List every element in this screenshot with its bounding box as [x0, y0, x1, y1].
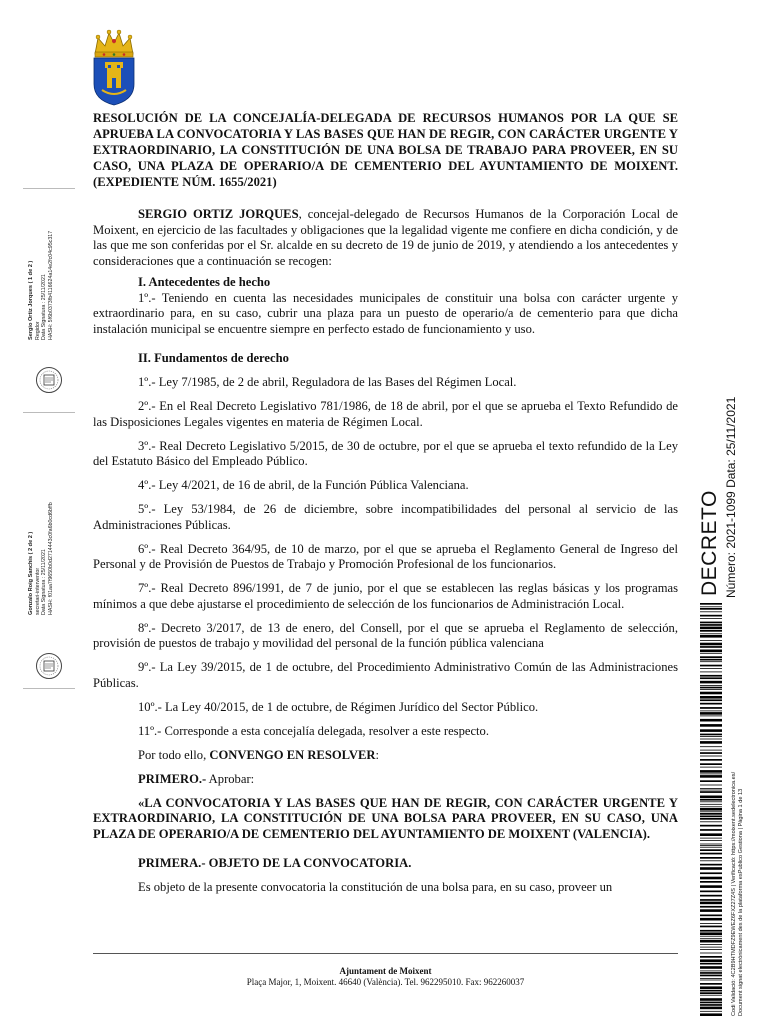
- barcode-bar: [700, 611, 722, 612]
- barcode-bar: [700, 659, 722, 661]
- barcode-bar: [700, 790, 722, 791]
- barcode-bar: [700, 829, 722, 831]
- barcode-bar: [700, 877, 722, 880]
- primero-label: PRIMERO.-: [138, 771, 207, 786]
- barcode-bar: [700, 949, 722, 950]
- barcode-bar: [700, 763, 722, 765]
- barcode-bar: [700, 681, 722, 684]
- barcode-bar: [700, 940, 722, 943]
- barcode-bar: [700, 665, 722, 667]
- barcode-bar: [700, 872, 722, 874]
- fundamento-item: 2º.- En el Real Decreto Legislativo 781/1986, de 18 de abril, por el que se aprueba el Texto Refundido de las Disposiciones Legales vigentes en materia de Régimen Local.: [93, 399, 678, 429]
- fundamento-item: 11º.- Corresponde a esta concejalía delegada, resolver a este respecto.: [138, 723, 490, 738]
- barcode-bar: [700, 944, 722, 945]
- barcode-bar: [700, 716, 722, 717]
- barcode-bar: [700, 627, 722, 630]
- barcode-bar: [700, 804, 722, 805]
- fundamento-item: 9º.- La Ley 39/2015, de 1 de octubre, del Procedimiento Administrativo Común de las Administraciones Públicas.: [93, 660, 678, 690]
- barcode-bar: [700, 672, 722, 673]
- barcode-bar: [700, 646, 722, 648]
- signature-seal-icon: [35, 366, 63, 394]
- barcode-bar: [700, 739, 722, 740]
- barcode-bar: [700, 799, 722, 801]
- barcode-bar: [700, 622, 722, 624]
- resolution-title: RESOLUCIÓN DE LA CONCEJALÍA-DELEGADA DE RECURSOS HUMANOS POR LA QUE SE APRUEBA LA CONVOCATORIA Y LAS BASES QUE HAN DE REGIR, CON CARÁCTER URGENTE Y EXTRAORDINARIO, LA CONSTITUCIÓN DE UNA BOLSA DE TRABAJO PARA PROVEER, EN SU CASO, UNA PLAZA DE OPERARIO/A DE CEMENTERIO DEL AYUNTAMIENTO DE MOIXENT. (EXPEDIENTE NÚM. 1655/2021): [93, 111, 678, 189]
- barcode-bar: [700, 675, 722, 677]
- barcode-bar: [700, 741, 722, 744]
- signer-2-date: Data Signatura : 25/11/2021: [41, 549, 47, 615]
- barcode-bar: [700, 966, 722, 969]
- barcode-bar: [700, 998, 722, 1001]
- fundamento-item: 7º.- Real Decreto 896/1991, de 7 de junio, por el que se establecen las reglas básicas y los programas mínimos a que debe ajustarse el procedimiento de selección de los funcionarios de Administración Local.: [93, 581, 678, 611]
- barcode-bar: [700, 995, 722, 996]
- barcode-bar: [700, 633, 722, 634]
- fundamento-item: 5º.- Ley 53/1984, de 26 de diciembre, sobre incompatibilidades del personal al servicio de las Administraciones Públicas.: [93, 502, 678, 532]
- barcode-bar: [700, 640, 722, 641]
- barcode-bar: [700, 770, 722, 773]
- footer-address: Plaça Major, 1, Moixent. 46640 (València). Tel. 962295010. Fax: 962260037: [246, 977, 525, 987]
- signature-seal-icon: [35, 652, 63, 680]
- barcode-bar: [700, 677, 722, 679]
- barcode-bar: [700, 959, 722, 962]
- antecedentes-heading: I. Antecedentes de hecho: [138, 275, 271, 289]
- fundamento-item: 6º.- Real Decreto 364/95, de 10 de marzo, por el que se aprueba el Reglamento General de Ingreso del Personal y de Provisión de Puestos de Trabajo y Promoción Profesional de los funcionarios.: [93, 541, 678, 571]
- signer-2-name: Gonzalo Roig Sanchis ( 2 de 2 ): [28, 531, 34, 615]
- barcode-bar: [700, 656, 722, 658]
- barcode-bar: [700, 953, 722, 954]
- barcode-bar: [700, 885, 722, 888]
- barcode-bar: [700, 986, 722, 989]
- signer-name: SERGIO ORTIZ JORQUES: [138, 207, 299, 221]
- barcode-bar: [700, 816, 722, 818]
- signer-2-hash: HASH: f01aa7f9650b0d2714443c0fa6b0cd6bffb: [47, 502, 54, 615]
- barcode-bar: [700, 668, 722, 669]
- barcode-bar: [700, 767, 722, 768]
- signature-divider: [23, 188, 75, 189]
- barcode-bar: [700, 661, 722, 662]
- barcode-bar: [700, 811, 722, 812]
- signer-1-name: Sergio Ortiz Jorques ( 1 de 2 ): [28, 260, 34, 340]
- barcode-bar: [700, 736, 722, 737]
- barcode-bar: [700, 918, 722, 921]
- resolve-prefix: Por todo ello,: [138, 747, 210, 762]
- barcode-bar: [700, 606, 722, 607]
- document-body: [93, 207, 678, 896]
- barcode-bar: [700, 938, 722, 939]
- barcode-bar: [700, 963, 722, 965]
- barcode-bar: [700, 752, 722, 754]
- barcode-bar: [700, 806, 722, 807]
- barcode-bar: [700, 685, 722, 686]
- barcode-bar: [700, 980, 722, 981]
- barcode-bar: [700, 703, 722, 705]
- signature-block-2: [28, 502, 54, 615]
- barcode-bar: [700, 895, 722, 897]
- primero-text: Aprobar:: [206, 771, 255, 786]
- resolve-line: [93, 748, 678, 764]
- barcode-bar: [700, 699, 722, 701]
- barcode-bar: [700, 923, 722, 924]
- barcode-bar: [700, 975, 722, 977]
- barcode-bar: [700, 687, 722, 689]
- fundamento-item: 10º.- La Ley 40/2015, de 1 de octubre, de Régimen Jurídico del Sector Público.: [138, 699, 539, 714]
- barcode-bar: [700, 849, 722, 851]
- barcode-bar: [700, 926, 722, 928]
- footer-organization: Ajuntament de Moixent: [339, 966, 432, 976]
- primera-heading: PRIMERA.- OBJETO DE LA CONVOCATORIA.: [138, 856, 412, 870]
- barcode-bar: [700, 785, 722, 786]
- signer-1-date: Data Signatura : 25/11/2021: [41, 274, 47, 340]
- barcode-bar: [700, 947, 722, 948]
- barcode-bar: [700, 624, 722, 626]
- barcode-bar: [700, 774, 722, 775]
- barcode-bar: [700, 825, 722, 827]
- signature-divider: [23, 688, 75, 689]
- fundamento-item: 8º.- Decreto 3/2017, de 13 de enero, del Consell, por el que se aprueba el Reglamento de selección, provisión de puestos de trabajo y movilidad del personal de la función pública valenciana: [93, 620, 678, 650]
- barcode-bar: [700, 750, 722, 751]
- barcode-bar: [700, 734, 722, 736]
- signer-1-hash: HASH: 5f6b0373fb4116624a14e2fc04c95c317: [47, 230, 54, 340]
- barcode-bar: [700, 971, 722, 972]
- signer-1-role: Regidor: [34, 321, 41, 340]
- signature-block-1: [28, 231, 54, 340]
- barcode-bar: [700, 978, 722, 979]
- barcode-bar: [700, 630, 722, 632]
- barcode-bar: [700, 840, 722, 841]
- fundamento-item: 3º.- Real Decreto Legislativo 5/2015, de 30 de octubre, por el que se aprueba el texto refundido de la Ley del Estatuto Básico del Empleado Público.: [93, 438, 678, 468]
- barcode-bar: [700, 608, 722, 610]
- barcode-bar: [700, 915, 722, 917]
- barcode-bar: [700, 650, 722, 653]
- barcode-bar: [700, 653, 722, 654]
- barcode-bar: [700, 813, 722, 815]
- barcode-bar: [700, 956, 722, 958]
- intro-text: , concejal-delegado de Recursos Humanos de la Corporación Local de Moixent, en ejercicio de las facultades y obligaciones que la legalidad vigente me confiere en dicha condición, y de las que me son conferidas por el Sr. alcalde en su decreto de 19 de junio de 2019, y atendiendo a los antecedentes y consideraciones que a continuación se recogen:: [93, 207, 678, 268]
- convocatoria-quote: «LA CONVOCATORIA Y LAS BASES QUE HAN DE REGIR, CON CARÁCTER URGENTE Y EXTRAORDINARIO, LA CONSTITUCIÓN DE UNA BOLSA PARA PROVEER, EN SU CASO, UNA PLAZA DE OPERARIO/A DE CEMENTERIO DEL AYUNTAMIENTO DE MOIXENT (VALENCIA).: [93, 795, 678, 841]
- barcode-bar: [700, 801, 722, 802]
- signature-divider: [23, 412, 75, 413]
- resolve-suffix: :: [375, 747, 379, 762]
- barcode-bar: [700, 838, 722, 839]
- fundamento-item: 4º.- Ley 4/2021, de 16 de abril, de la Función Pública Valenciana.: [138, 478, 469, 492]
- barcode-bar: [700, 711, 722, 712]
- barcode-bar: [700, 808, 722, 811]
- barcode-bar: [700, 712, 722, 715]
- barcode-bar: [700, 936, 722, 937]
- intro-paragraph: [93, 207, 678, 269]
- barcode-bar: [700, 833, 722, 836]
- barcode-bar: [700, 759, 722, 761]
- page-footer: [93, 966, 678, 988]
- barcode-bar: [700, 860, 722, 861]
- barcode-bar: [700, 719, 722, 722]
- barcode-bar: [700, 796, 722, 799]
- barcode-bar: [700, 729, 722, 732]
- barcode-bar: [700, 775, 722, 778]
- barcode-bar: [700, 881, 722, 883]
- barcode-bar: [700, 983, 722, 985]
- barcode-bar: [700, 603, 722, 605]
- barcode-bar: [700, 899, 722, 901]
- barcode-bar: [700, 1011, 722, 1012]
- barcode-bar: [700, 788, 722, 789]
- verification-code: Codi Validació: 4C2B9HTMDFZ9EWEZ6FXZ27Z4S | Verificació: https://moixent.sedelectronica.es/: [731, 771, 737, 1016]
- barcode-bar: [700, 845, 722, 846]
- barcode-bar: [700, 909, 722, 912]
- barcode-bar: [700, 990, 722, 992]
- barcode-bar: [700, 932, 722, 935]
- barcode-bar: [700, 847, 722, 848]
- barcode-bar: [700, 821, 722, 822]
- barcode-bar: [700, 1013, 722, 1016]
- barcode-bar: [700, 696, 722, 699]
- primera-text: Es objeto de la presente convocatoria la constitución de una bolsa para, en su caso, proveer un: [138, 880, 613, 894]
- barcode-bar: [700, 707, 722, 709]
- barcode-bar: [700, 724, 722, 727]
- barcode-bar: [700, 692, 722, 695]
- barcode-bar: [700, 972, 722, 974]
- barcode-bar: [700, 791, 722, 793]
- barcode-bar: [700, 643, 722, 646]
- primero-line: [93, 772, 678, 788]
- barcode-bar: [700, 891, 722, 893]
- antecedentes-text: 1º.- Teniendo en cuenta las necesidades municipales de constituir una bolsa con carácter urgente y extraordinario para, en su caso, cubrir una plaza para un puesto de operario/a de cementerio para que dicha instalación municipal se encuentre siempre en perfecto estado de funcionamiento y uso.: [93, 290, 678, 336]
- barcode-bar: [700, 906, 722, 908]
- barcode-bar: [700, 902, 722, 905]
- barcode-bar: [700, 992, 722, 994]
- verification-text: [731, 772, 745, 1016]
- barcode-bar: [700, 618, 722, 619]
- barcode-bar: [700, 844, 722, 845]
- footer-divider: [93, 953, 678, 954]
- barcode-bar: [700, 689, 722, 690]
- barcode: [700, 603, 722, 1016]
- barcode-bar: [700, 746, 722, 747]
- verification-platform: Document signat electrònicament des de la plataforma esPublico Gestiona | Pàgina 1 de 13: [738, 788, 744, 1016]
- barcode-bar: [700, 1007, 722, 1010]
- decree-number-date: Número: 2021-1099 Data: 25/11/2021: [724, 396, 738, 598]
- barcode-bar: [700, 930, 722, 932]
- barcode-bar: [700, 867, 722, 870]
- barcode-bar: [700, 1004, 722, 1006]
- barcode-bar: [700, 1002, 722, 1004]
- barcode-bar: [700, 853, 722, 855]
- fundamento-item: 1º.- Ley 7/1985, de 2 de abril, Reguladora de las Bases del Régimen Local.: [138, 375, 517, 389]
- barcode-bar: [700, 864, 722, 866]
- barcode-bar: [700, 780, 722, 782]
- decreto-stamp: DECRETO: [698, 490, 721, 596]
- signer-2-role: secretari-interventor: [34, 567, 41, 615]
- barcode-bar: [700, 635, 722, 638]
- barcode-bar: [700, 615, 722, 617]
- barcode-bar: [700, 818, 722, 820]
- barcode-bar: [700, 857, 722, 859]
- fundamentos-heading: II. Fundamentos de derecho: [138, 351, 289, 365]
- resolve-bold: CONVENGO EN RESOLVER: [209, 747, 376, 762]
- barcode-bar: [700, 756, 722, 757]
- coat-of-arms-logo: [92, 28, 136, 106]
